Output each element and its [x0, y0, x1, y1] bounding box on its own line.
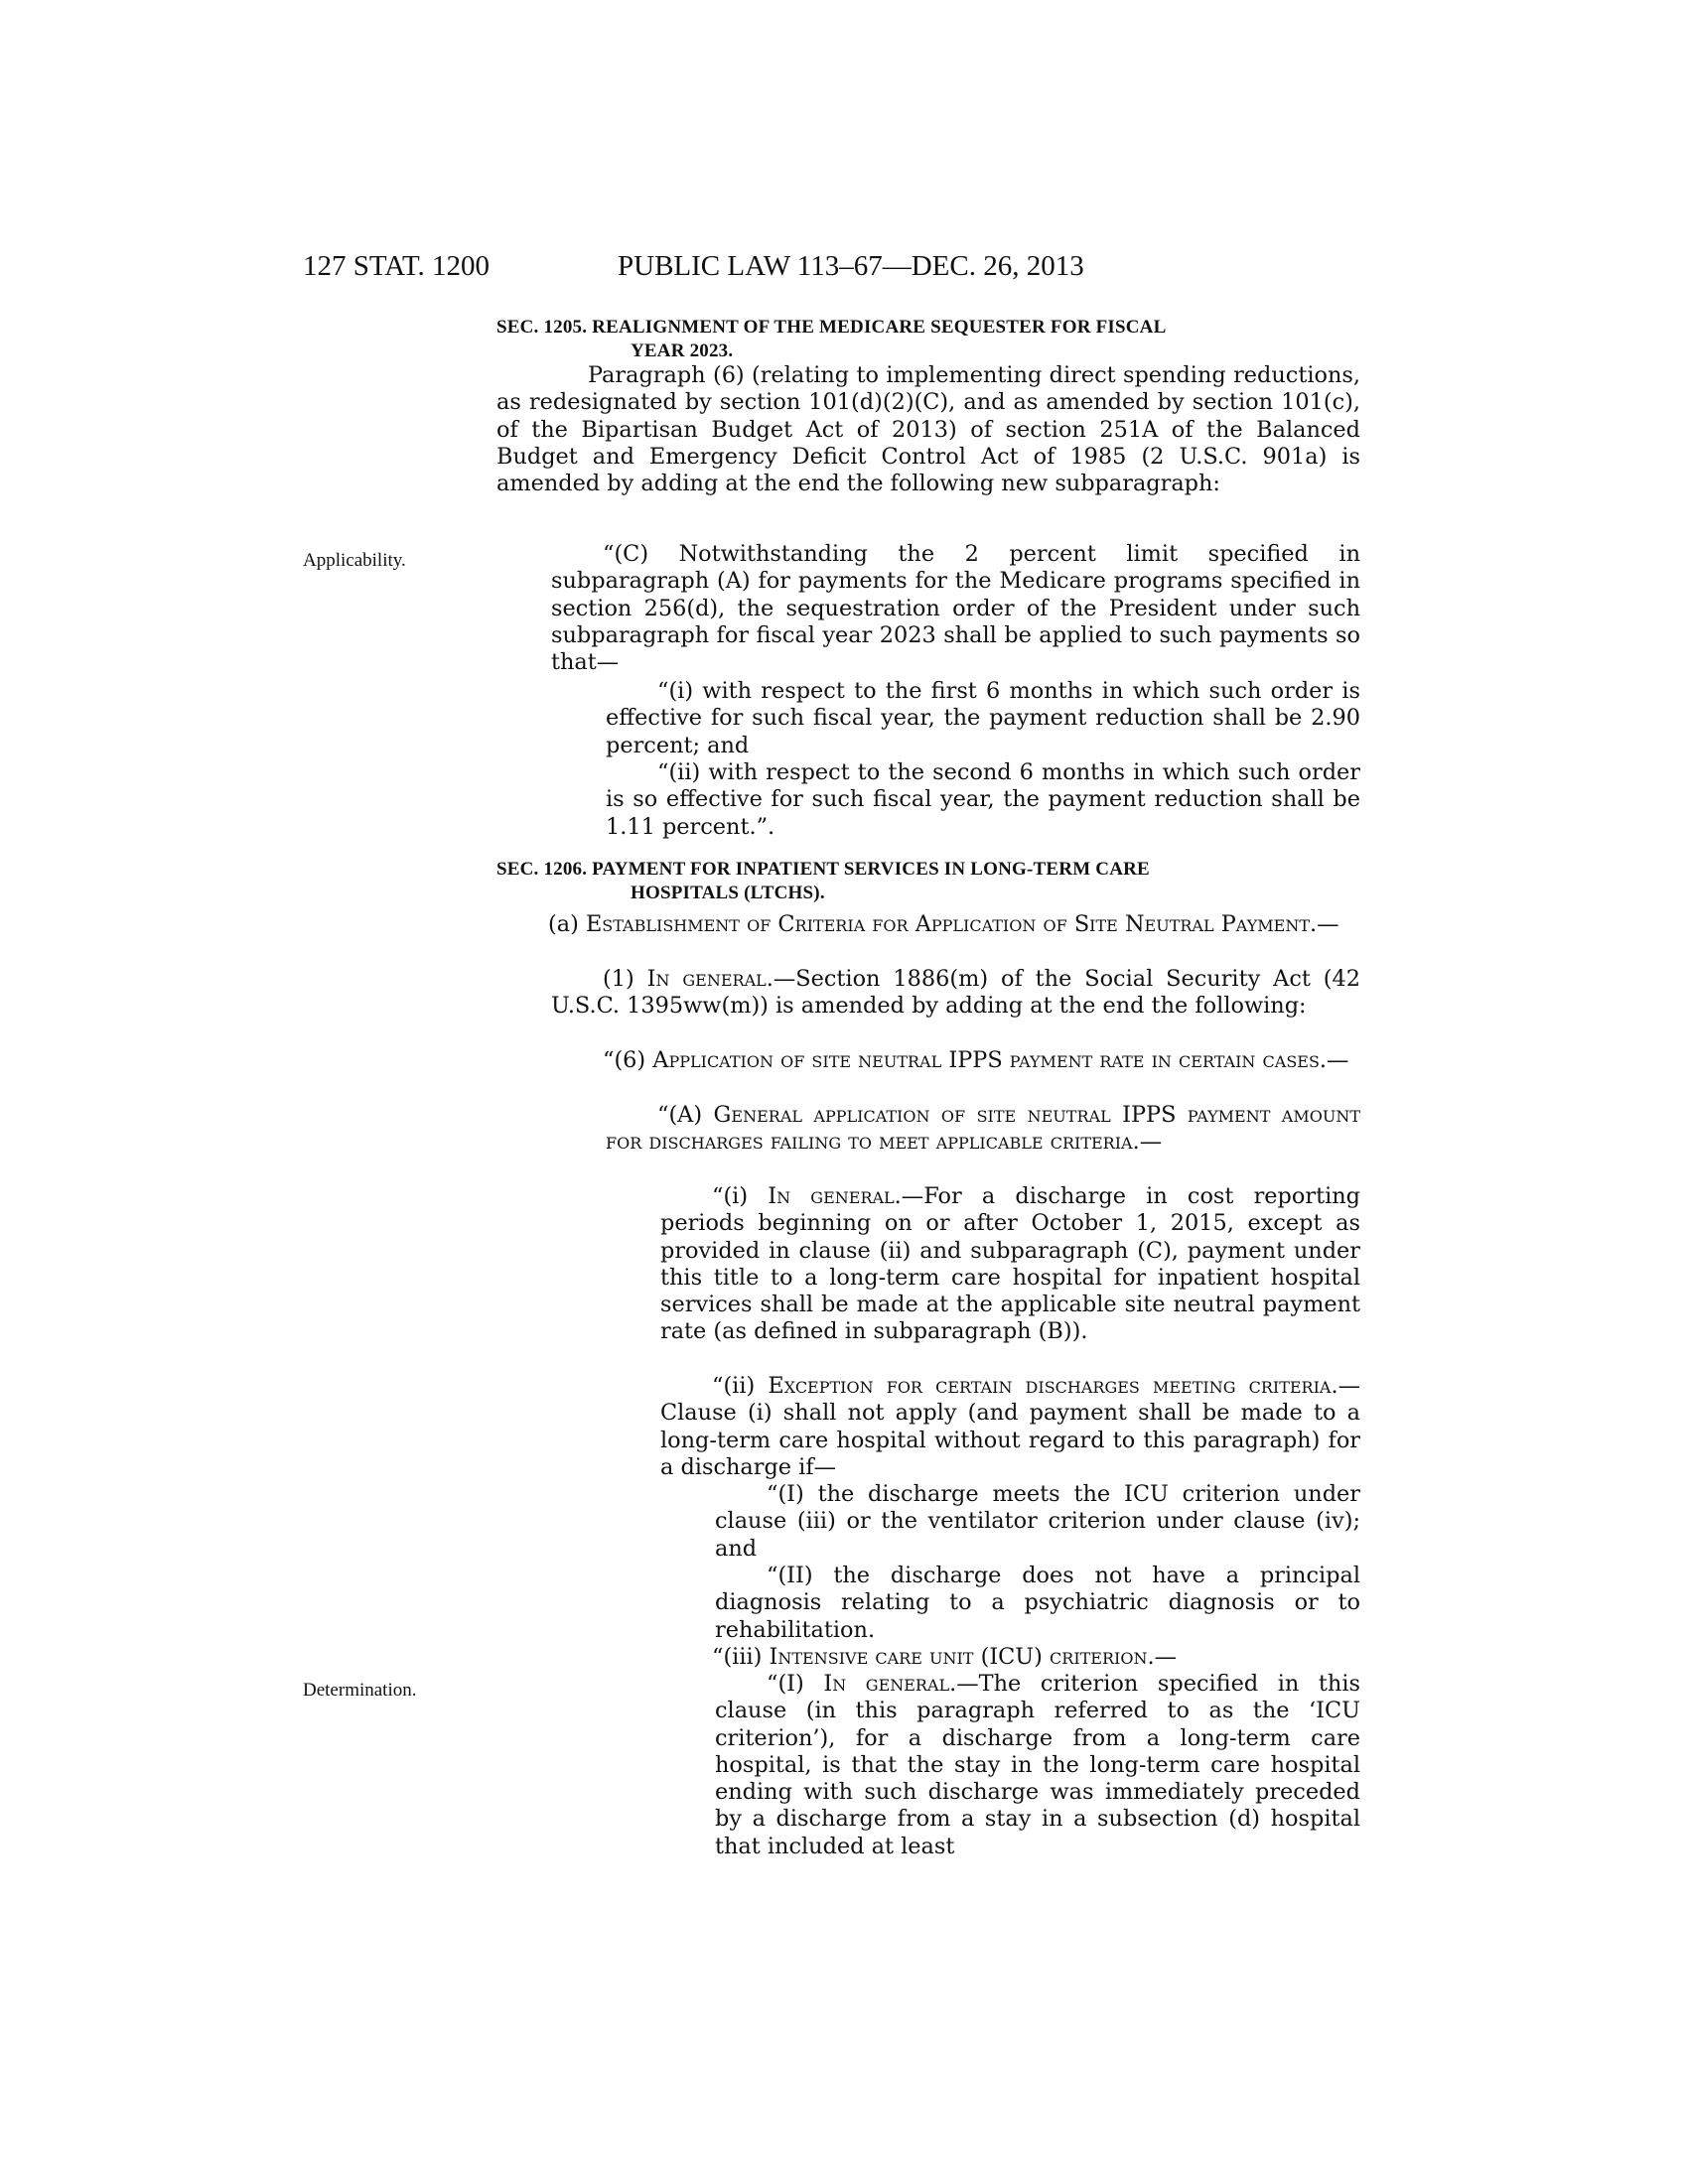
- paragraph-6-heading: Application of site neutral IPPS payment rate in certain cases.—: [652, 1047, 1349, 1073]
- clause-i-1205: [606, 678, 1360, 759]
- clause-ii-1206-text: [660, 1373, 1360, 1481]
- statute-reference: 127 STAT. 1200: [303, 250, 491, 282]
- subclause-I-text: “(I) the discharge meets the ICU criterion under clause (iii) or the ventilator criterion under clause (iv); and: [715, 1481, 1360, 1562]
- clause-iii-label: “(iii): [712, 1644, 763, 1670]
- section-1205-heading-line2: YEAR 2023.: [631, 341, 734, 361]
- paragraph-6-label: “(6): [603, 1047, 646, 1073]
- section-1205-heading: [496, 316, 1360, 363]
- subclause-I: [715, 1481, 1360, 1563]
- clause-iii-heading: Intensive care unit (ICU) criterion.—: [769, 1644, 1177, 1670]
- paragraph-1-text: [551, 966, 1360, 1021]
- subsection-a-text: [496, 911, 1360, 938]
- section-1206-heading: [496, 858, 1360, 905]
- clause-iii-subclause-I-label: “(I): [767, 1671, 804, 1697]
- margin-note-determination: Determination.: [303, 1680, 417, 1701]
- public-law-title: PUBLIC LAW 113–67—DEC. 26, 2013: [618, 250, 1084, 282]
- section-1205-intro: [496, 362, 1360, 497]
- page-header: [0, 250, 1688, 290]
- clause-ii-1206-body: —Clause (i) shall not apply (and payment shall be made to a long-term care hospital without regard to this paragraph) for a discharge if—: [660, 1373, 1360, 1480]
- clause-i-1206-body: —For a discharge in cost reporting periods beginning on or after October 1, 2015, except as provided in clause (ii) and subparagraph (C), payment under this title to a long-term care hospital for inpatient hospital services shall be made at the applicable site neutral payment rate (as defined in subparagraph (B)).: [660, 1183, 1360, 1345]
- paragraph-6: [551, 1047, 1360, 1074]
- clause-iii-subclause-I: [715, 1671, 1360, 1860]
- paragraph-6-text: [551, 1047, 1360, 1074]
- clause-i-text: “(i) with respect to the first 6 months in which such order is effective for such fiscal year, the payment reduction shall be 2.90 percent; and: [606, 678, 1360, 758]
- subclause-II: [715, 1563, 1360, 1644]
- section-1206-heading-line1: SEC. 1206. PAYMENT FOR INPATIENT SERVICES IN LONG-TERM CARE: [496, 859, 1150, 880]
- paragraph-1-body: —Section 1886(m) of the Social Security Act (42 U.S.C. 1395ww(m)) is amended by adding at the end the following:: [551, 966, 1360, 1020]
- section-1205-heading-line1: SEC. 1205. REALIGNMENT OF THE MEDICARE SEQUESTER FOR FISCAL: [496, 317, 1167, 338]
- subparagraph-a: [606, 1102, 1360, 1157]
- clause-ii-text: “(ii) with respect to the second 6 months in which such order is so effective for such fiscal year, the payment reduction shall be 1.11 percent.”.: [606, 759, 1360, 840]
- clause-iii: [660, 1644, 1360, 1671]
- subparagraph-c: [551, 541, 1360, 676]
- clause-i-1206-label: “(i): [712, 1183, 749, 1209]
- subsection-a-heading: Establishment of Criteria for Application of Site Neutral Payment.—: [585, 911, 1339, 937]
- margin-note-applicability: Applicability.: [303, 550, 406, 571]
- clause-iii-text: [660, 1644, 1360, 1671]
- clause-i-1206-heading: In general.: [768, 1183, 902, 1209]
- section-1206-heading-line2: HOSPITALS (LTCHS).: [631, 883, 825, 903]
- subparagraph-a-text: [606, 1102, 1360, 1157]
- subclause-II-text: “(II) the discharge does not have a principal diagnosis relating to a psychiatric diagnosis or to rehabilitation.: [715, 1563, 1360, 1643]
- subsection-a: [496, 911, 1360, 938]
- subparagraph-a-label: “(A): [657, 1102, 703, 1128]
- clause-iii-subclause-I-text: [715, 1671, 1360, 1860]
- clause-iii-subclause-I-body: —The criterion specified in this clause (in this paragraph referred to as the ‘ICU criterion’), for a discharge from a long-term care hospital, is that the stay in the long-term care hospital ending with such discharge was immediately preceded by a discharge from a stay in a subsection (d) hospital that included at least: [715, 1671, 1360, 1859]
- paragraph-1-heading: In general.: [646, 966, 774, 992]
- clause-ii-1206-label: “(ii): [712, 1373, 756, 1399]
- subparagraph-c-text: “(C) Notwithstanding the 2 percent limit specified in subparagraph (A) for payments for the Medicare programs specified in section 256(d), the sequestration order of the President under such subparagraph for fiscal year 2023 shall be applied to such payments so that—: [551, 541, 1360, 676]
- intro-paragraph: Paragraph (6) (relating to implementing direct spending reductions, as redesignated by section 101(d)(2)(C), and as amended by section 101(c), of the Bipartisan Budget Act of 2013) of section 251A of the Balanced Budget and Emergency Deficit Control Act of 1985 (2 U.S.C. 901a) is amended by adding at the end the following new subparagraph:: [496, 362, 1360, 497]
- clause-ii-1205: [606, 759, 1360, 841]
- subsection-a-label: (a): [548, 911, 579, 937]
- clause-ii-1206-heading: Exception for certain discharges meeting criteria.: [768, 1373, 1338, 1399]
- clause-ii-1206: [660, 1373, 1360, 1481]
- clause-i-1206: [660, 1183, 1360, 1346]
- clause-i-1206-text: [660, 1183, 1360, 1346]
- subparagraph-a-heading: General application of site neutral IPPS payment amount for discharges failing to meet applicable criteria.—: [606, 1102, 1361, 1156]
- paragraph-1: [551, 966, 1360, 1021]
- paragraph-1-label: (1): [603, 966, 634, 992]
- clause-iii-subclause-I-heading: In general.: [823, 1671, 957, 1697]
